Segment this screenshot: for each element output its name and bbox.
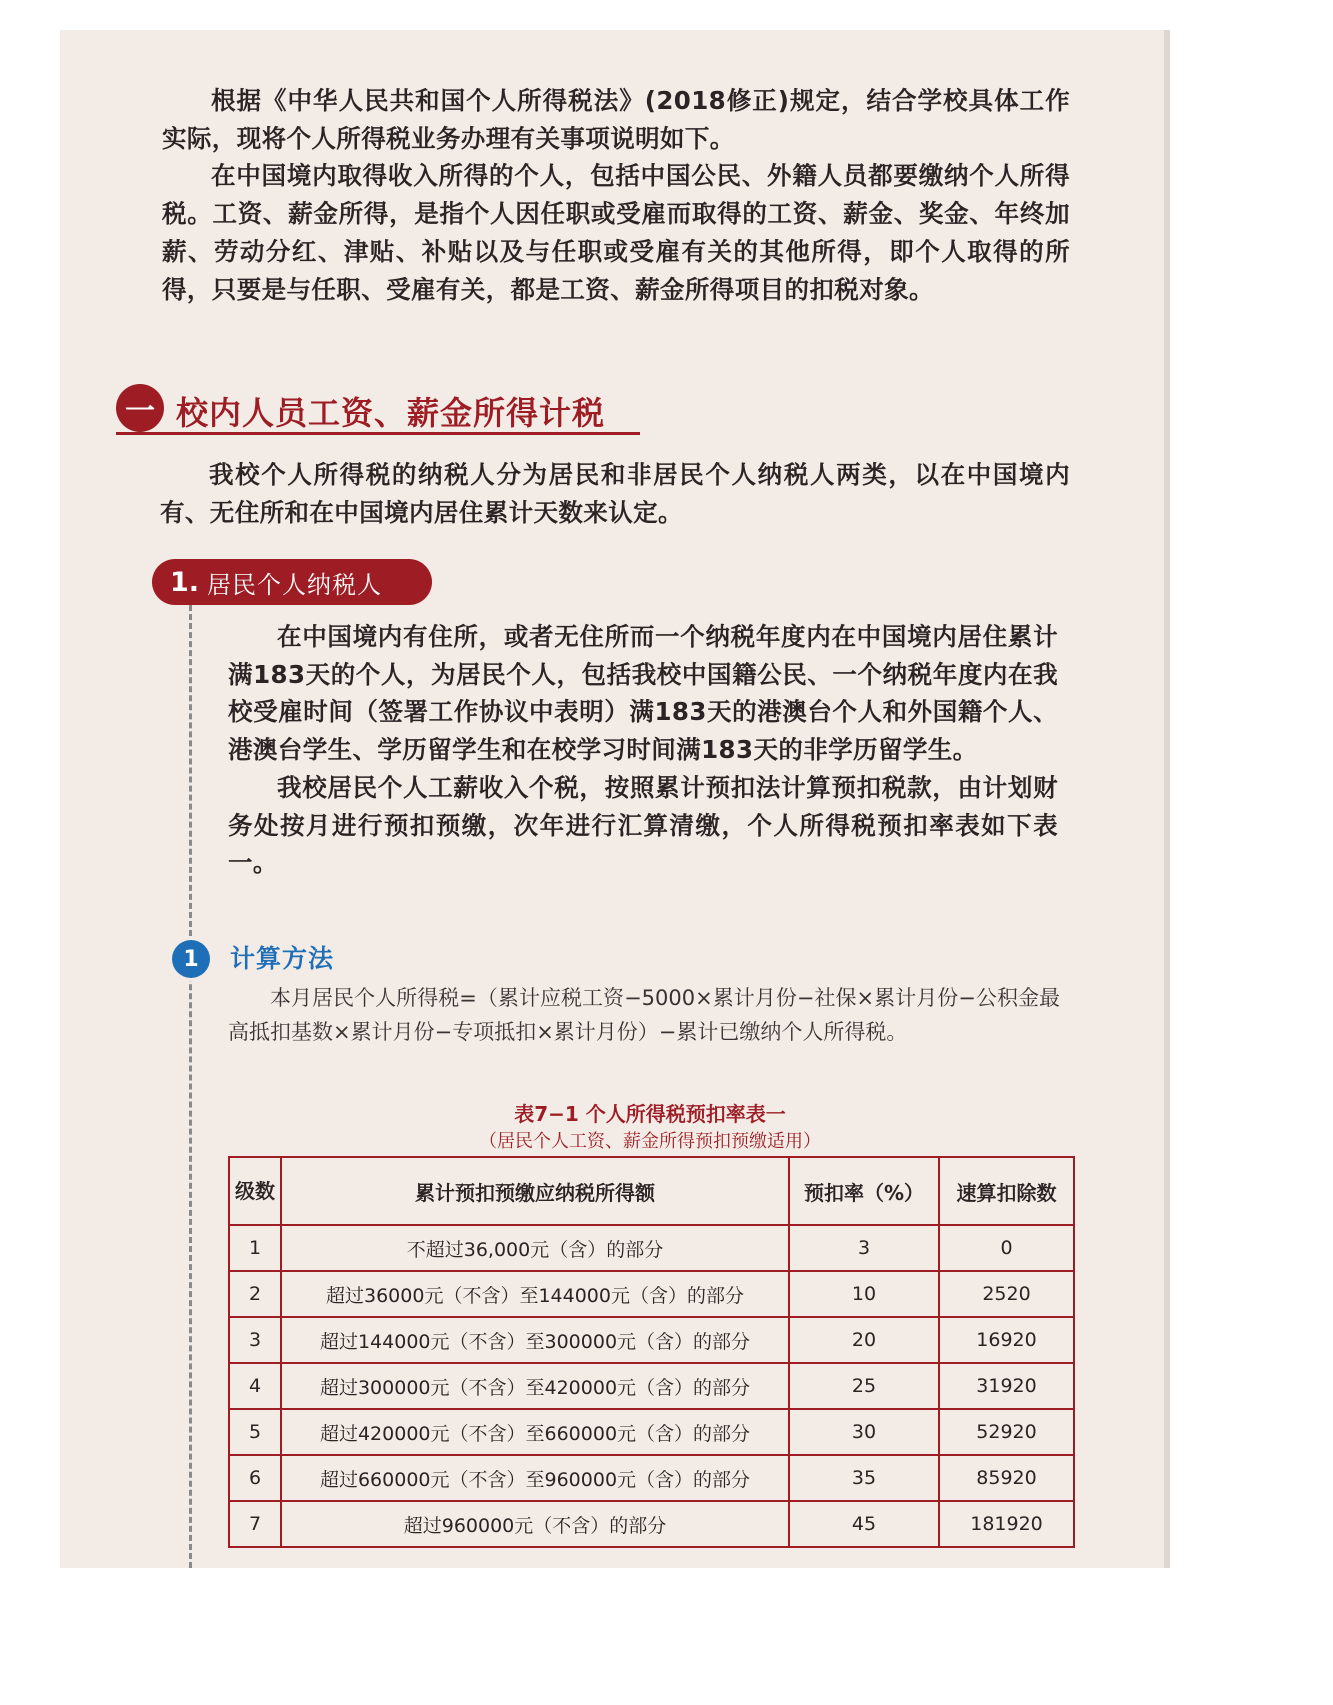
- intro-paragraph-2: 在中国境内取得收入所得的个人，包括中国公民、外籍人员都要缴纳个人所得税。工资、薪金所得，是指个人因任职或受雇而取得的工资、薪金、奖金、年终加薪、劳动分红、津贴、补贴以及与任职或受雇有关的其他所得，即个人取得的所得，只要是与任职、受雇有关，都是工资、薪金所得项目的扣税对象。: [162, 161, 1070, 304]
- subsection-number: 1.: [170, 566, 200, 598]
- section-number-badge: 一: [116, 384, 164, 432]
- section-heading: [116, 384, 640, 435]
- intro-paragraph-1: 根据《中华人民共和国个人所得税法》(2018修正)规定，结合学校具体工作实际，现将个人所得税业务办理有关事项说明如下。: [162, 86, 1070, 153]
- cell-range: 超过144000元（不含）至300000元（含）的部分: [281, 1317, 789, 1363]
- cell-deduction: 52920: [939, 1409, 1074, 1455]
- method-title: 计算方法: [230, 944, 335, 973]
- cell-range: 超过300000元（不含）至420000元（含）的部分: [281, 1363, 789, 1409]
- cell-rate: 30: [789, 1409, 939, 1455]
- cell-rate: 20: [789, 1317, 939, 1363]
- cell-level: 4: [229, 1363, 281, 1409]
- header-deduction: 速算扣除数: [939, 1157, 1074, 1225]
- section-title: 校内人员工资、薪金所得计税: [176, 394, 606, 432]
- cell-range: 超过36000元（不含）至144000元（含）的部分: [281, 1271, 789, 1317]
- cell-rate: 25: [789, 1363, 939, 1409]
- table-row: [229, 1317, 1074, 1363]
- cell-level: 6: [229, 1455, 281, 1501]
- table-row: [229, 1363, 1074, 1409]
- header-level: 级数: [229, 1157, 281, 1225]
- header-range: 累计预扣预缴应纳税所得额: [281, 1157, 789, 1225]
- table-row: [229, 1455, 1074, 1501]
- resident-block: [228, 618, 1058, 882]
- formula-paragraph: 本月居民个人所得税=（累计应税工资−5000×累计月份−社保×累计月份−公积金最高抵扣基数×累计月份−专项抵扣×累计月份）−累计已缴纳个人所得税。: [228, 986, 1060, 1044]
- document-page: [60, 30, 1164, 1568]
- resident-paragraph-2: 我校居民个人工薪收入个税，按照累计预扣法计算预扣税款，由计划财务处按月进行预扣预缴，次年进行汇算清缴，个人所得税预扣率表如下表一。: [228, 772, 1058, 878]
- cell-deduction: 85920: [939, 1455, 1074, 1501]
- cell-range: 超过660000元（不含）至960000元（含）的部分: [281, 1455, 789, 1501]
- cell-deduction: 181920: [939, 1501, 1074, 1547]
- section-intro-paragraph: 我校个人所得税的纳税人分为居民和非居民个人纳税人两类，以在中国境内有、无住所和在中国境内居住累计天数来认定。: [160, 460, 1070, 527]
- cell-rate: 35: [789, 1455, 939, 1501]
- table-row: [229, 1501, 1074, 1547]
- table-header-row: [229, 1157, 1074, 1225]
- cell-deduction: 16920: [939, 1317, 1074, 1363]
- cell-rate: 10: [789, 1271, 939, 1317]
- step-number-badge: 1: [172, 940, 210, 978]
- dotted-guide-line: [189, 605, 192, 1568]
- tax-rate-table: [228, 1156, 1075, 1548]
- cell-level: 5: [229, 1409, 281, 1455]
- cell-rate: 3: [789, 1225, 939, 1271]
- subsection-title: 居民个人纳税人: [207, 570, 383, 599]
- header-rate: 预扣率（%）: [789, 1157, 939, 1225]
- resident-paragraph-1: 在中国境内有住所，或者无住所而一个纳税年度内在中国境内居住累计满183天的个人，为居民个人，包括我校中国籍公民、一个纳税年度内在我校受雇时间（签署工作协议中表明）满183天的港澳台个人和外国籍个人、 港澳台学生、学历留学生和在校学习时间满183天的非学历留学生。: [228, 622, 1058, 765]
- cell-range: 超过960000元（不含）的部分: [281, 1501, 789, 1547]
- table-row: [229, 1409, 1074, 1455]
- table-subcaption: （居民个人工资、薪金所得预扣预缴适用）: [479, 1131, 821, 1152]
- subsection-heading: [152, 559, 432, 605]
- table-caption: 表7−1 个人所得税预扣率表一: [514, 1102, 786, 1126]
- table-row: [229, 1225, 1074, 1271]
- cell-range: 超过420000元（不含）至660000元（含）的部分: [281, 1409, 789, 1455]
- table-row: [229, 1271, 1074, 1317]
- cell-level: 1: [229, 1225, 281, 1271]
- cell-deduction: 2520: [939, 1271, 1074, 1317]
- cell-range: 不超过36,000元（含）的部分: [281, 1225, 789, 1271]
- cell-level: 3: [229, 1317, 281, 1363]
- cell-level: 7: [229, 1501, 281, 1547]
- cell-level: 2: [229, 1271, 281, 1317]
- cell-deduction: 0: [939, 1225, 1074, 1271]
- cell-rate: 45: [789, 1501, 939, 1547]
- cell-deduction: 31920: [939, 1363, 1074, 1409]
- intro-block: [162, 82, 1070, 308]
